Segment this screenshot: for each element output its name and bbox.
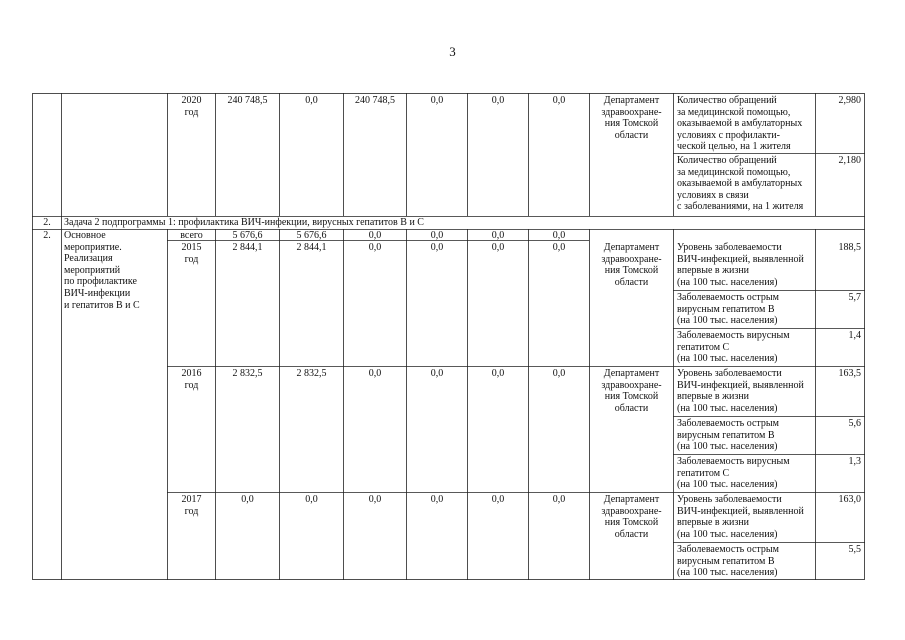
row-2015-mun: 0,0 [430,242,444,253]
main-obl: 0,0 [368,230,382,241]
row-2017-c5: 0,0 [491,494,505,505]
main-total-label: всего [180,230,203,241]
row-2020-value-1: 2,980 [838,95,861,106]
row-2016-indicator-3: Заболеваемость вирусным гепатитом С (на 100 тыс. населения) [677,456,790,491]
row-2017-mun: 0,0 [430,494,444,505]
row-2017-c6: 0,0 [552,494,566,505]
row-2016-obl: 0,0 [368,368,382,379]
row-2020-indicator-2: Количество обращений за медицинской помощью, оказываемой в амбулаторных условиях в связи с заболеваниями, на 1 жителя [677,155,804,213]
row-2016-c5: 0,0 [491,368,505,379]
row-2017-dept: Департамент здравоохране- ния Томской области [601,494,662,540]
row-2017-obl: 0,0 [368,494,382,505]
main-total: 5 676,6 [232,230,263,241]
row-2016-dept: Департамент здравоохране- ния Томской области [601,368,662,414]
row-2020-value-2: 2,180 [838,155,861,166]
row-2015-indicator-3: Заболеваемость вирусным гепатитом С (на 100 тыс. населения) [677,330,790,365]
row-2016-indicator-2: Заболеваемость острым вирусным гепатитом В (на 100 тыс. населения) [677,418,779,453]
row-2015-value-3: 1,4 [848,330,861,341]
row-2020-indicator-1: Количество обращений за медицинской помощью, оказываемой в амбулаторных условиях с профилакти- ческой целью, на 1 жителя [677,95,803,153]
row-2020-dept: Департамент здравоохране- ния Томской области [601,95,662,141]
row-2015-value-1: 188,5 [838,242,861,253]
page-number: 3 [449,44,456,59]
row-2015-c6: 0,0 [552,242,566,253]
task-title: Задача 2 подпрограммы 1: профилактика ВИЧ-инфекции, вирусных гепатитов В и С [64,217,424,228]
row-2015-indicator-2: Заболеваемость острым вирусным гепатитом В (на 100 тыс. населения) [677,292,779,327]
row-2016-value-3: 1,3 [848,456,861,467]
row-2015-dept: Департамент здравоохране- ния Томской области [601,242,662,288]
main-fed: 5 676,6 [296,230,327,241]
row-2020-c6: 0,0 [552,95,566,106]
main-c6: 0,0 [552,230,566,241]
row-2017-total: 0,0 [241,494,254,505]
row-2015-indicator-1: Уровень заболеваемости ВИЧ-инфекцией, выявленной впервые в жизни (на 100 тыс. населения) [677,242,804,288]
row-2020-fed: 0,0 [305,95,318,106]
row-2016-indicator-1: Уровень заболеваемости ВИЧ-инфекцией, выявленной впервые в жизни (на 100 тыс. населения) [677,368,804,414]
row-2015-value-2: 5,7 [848,292,861,303]
task-number: 2. [43,217,51,228]
main-activity-name: Основное мероприятие. Реализация мероприятий по профилактике ВИЧ-инфекции и гепатитов В и С [64,230,140,311]
row-2020-total: 240 748,5 [227,95,268,106]
row-2017-indicator-1: Уровень заболеваемости ВИЧ-инфекцией, выявленной впервые в жизни (на 100 тыс. населения) [677,494,804,540]
row-2016-c6: 0,0 [552,368,566,379]
row-2015-year: 2015 год [181,242,202,265]
row-2017-value-2: 5,5 [848,544,861,555]
row-2016-value-1: 163,5 [838,368,861,379]
row-2015-fed: 2 844,1 [296,242,327,253]
main-mun: 0,0 [430,230,444,241]
row-2016-year: 2016 год [181,368,202,391]
row-2020-year: 2020 год [181,95,202,118]
row-2015-obl: 0,0 [368,242,382,253]
row-2016-fed: 2 832,5 [296,368,327,379]
main-c5: 0,0 [491,230,505,241]
row-2020-obl: 240 748,5 [355,95,395,106]
row-2017-value-1: 163,0 [838,494,861,505]
row-2017-fed: 0,0 [305,494,318,505]
row-2016-mun: 0,0 [430,368,444,379]
row-2020-mun: 0,0 [430,95,444,106]
row-2015-c5: 0,0 [491,242,505,253]
main-number: 2. [43,230,51,241]
row-2016-value-2: 5,6 [848,418,861,429]
row-2020-c5: 0,0 [491,95,505,106]
row-2017-year: 2017 год [181,494,202,517]
row-2017-indicator-2: Заболеваемость острым вирусным гепатитом В (на 100 тыс. населения) [677,544,779,579]
row-2015-total: 2 844,1 [232,242,263,253]
row-2016-total: 2 832,5 [232,368,263,379]
